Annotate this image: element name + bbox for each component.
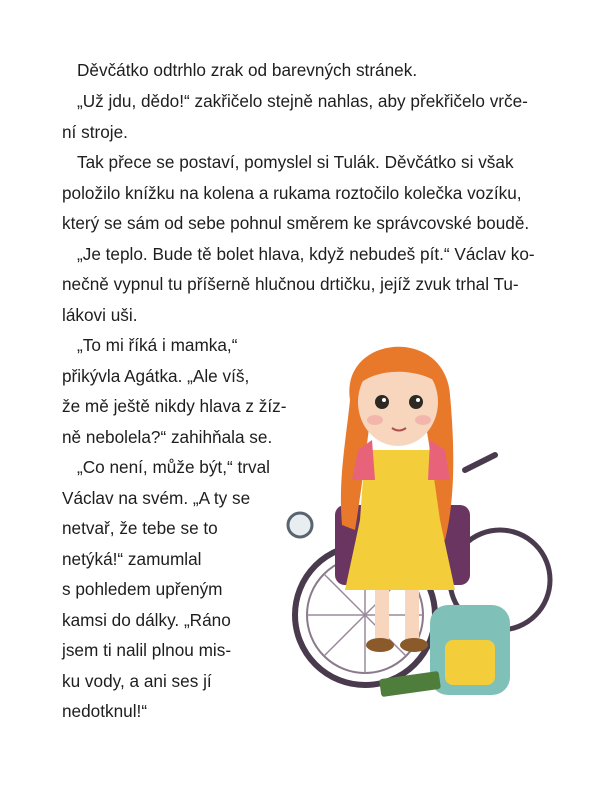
text-line: který se sám od sebe pohnul směrem ke správcovské boudě. — [62, 213, 530, 233]
text-line: přikývla Agátka. „Ale víš, — [62, 366, 250, 386]
text-line: lákovi uši. — [62, 305, 138, 325]
text-line: „Co není, může být,“ trval — [77, 457, 270, 477]
girl-shoe — [366, 638, 394, 652]
text-line: „Je teplo. Bude tě bolet hlava, když nebudeš pít.“ Václav ko- — [77, 244, 535, 264]
text-line: netvař, že tebe se to — [62, 518, 218, 538]
text-line: nedotknul!“ — [62, 701, 148, 721]
text-line: nečně vypnul tu příšerně hlučnou drtičku, jejíž zvuk trhal Tu- — [62, 274, 519, 294]
text-line: „To mi říká i mamka,“ — [77, 335, 238, 355]
magnifying-glass — [288, 513, 312, 537]
text-line: Děvčátko odtrhlo zrak od barevných stránek. — [77, 60, 418, 80]
text-line: s pohledem upřeným — [62, 579, 223, 599]
girl-shoe — [400, 638, 428, 652]
text-line: že mě ještě nikdy hlava z žíz- — [62, 396, 287, 416]
girl-eye — [409, 395, 423, 409]
text-line: položilo knížku na kolena a rukama roztočilo kolečka vozíku, — [62, 183, 522, 203]
text-line: kamsi do dálky. „Ráno — [62, 610, 231, 630]
text-line: Václav na svém. „A ty se — [62, 488, 251, 508]
text-line: netýká!“ zamumlal — [62, 549, 202, 569]
text-line: Tak přece se postaví, pomyslel si Tulák. Děvčátko si však — [77, 152, 514, 172]
book-on-ground — [379, 671, 441, 697]
text-line: ně nebolela?“ zahihňala se. — [62, 427, 273, 447]
text-line: ku vody, a ani ses jí — [62, 671, 212, 691]
text-line: jsem ti nalil plnou mis- — [62, 640, 232, 660]
girl-in-wheelchair-illustration — [280, 340, 560, 720]
text-line: „Už jdu, dědo!“ zakřičelo stejně nahlas, aby překřičelo vrče- — [77, 91, 528, 111]
girl-eye — [375, 395, 389, 409]
text-line: ní stroje. — [62, 122, 128, 142]
